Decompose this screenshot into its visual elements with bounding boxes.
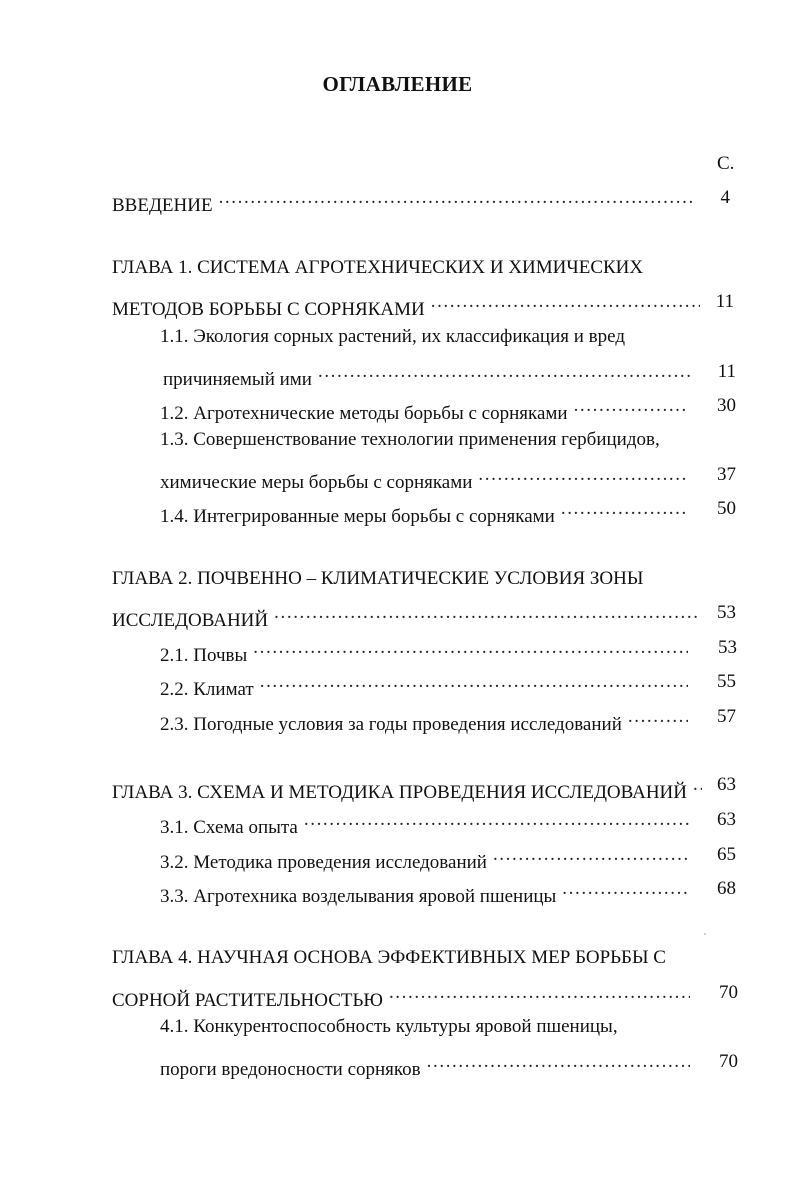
dot-leader xyxy=(253,635,688,661)
toc-entry-text: 2.2. Климат xyxy=(160,679,254,700)
toc-entry-text: 3.2. Методика проведения исследований xyxy=(160,852,487,873)
toc-entry-text: причиняемый ими xyxy=(163,369,312,390)
toc-entry-text: ИССЛЕДОВАНИЙ xyxy=(112,610,269,631)
toc-chapter-4-heading[interactable]: ГЛАВА 4. НАУЧНАЯ ОСНОВА ЭФФЕКТИВНЫХ МЕР БОРЬБЫ С xyxy=(112,947,666,968)
toc-section-1-2[interactable] xyxy=(160,393,692,424)
dot-leader xyxy=(427,1049,690,1075)
toc-section-1-1-heading[interactable]: 1.1. Экология сорных растений, их классификация и вред xyxy=(160,326,625,347)
toc-section-4-1-entry[interactable] xyxy=(160,1049,694,1080)
toc-section-3-1[interactable] xyxy=(160,807,694,838)
toc-chapter-2-entry[interactable] xyxy=(112,600,704,631)
toc-entry-intro[interactable] xyxy=(112,185,700,216)
toc-section-2-3[interactable] xyxy=(160,704,692,735)
toc-entry-page: 70 xyxy=(719,1051,738,1072)
toc-section-3-3[interactable] xyxy=(160,876,694,907)
toc-entry-page: 70 xyxy=(719,982,738,1003)
toc-chapter-1-heading[interactable]: ГЛАВА 1. СИСТЕМА АГРОТЕХНИЧЕСКИХ И ХИМИЧЕСКИХ xyxy=(112,257,644,278)
dot-leader xyxy=(562,876,690,902)
toc-section-2-1[interactable] xyxy=(160,635,692,666)
toc-entry-text: СОРНОЙ РАСТИТЕЛЬНОСТЬЮ xyxy=(112,990,383,1011)
toc-section-1-3-entry[interactable] xyxy=(160,462,692,493)
toc-entry-page: 30 xyxy=(717,395,736,416)
dot-leader xyxy=(274,600,700,626)
dot-leader xyxy=(318,359,690,385)
toc-chapter-1-entry[interactable] xyxy=(112,289,704,320)
toc-entry-page: 53 xyxy=(717,602,736,623)
toc-chapter-4-entry[interactable] xyxy=(112,980,694,1011)
toc-entry-page: 37 xyxy=(717,464,736,485)
toc-section-1-4[interactable] xyxy=(160,496,692,527)
toc-chapter-2-heading[interactable]: ГЛАВА 2. ПОЧВЕННО – КЛИМАТИЧЕСКИЕ УСЛОВИЯ ЗОНЫ xyxy=(112,568,644,589)
toc-title: ОГЛАВЛЕНИЕ xyxy=(322,72,473,96)
dot-leader xyxy=(478,462,688,488)
dot-leader xyxy=(574,393,688,419)
dot-leader xyxy=(389,980,690,1006)
toc-entry-page: 57 xyxy=(717,706,736,727)
toc-entry-text: 3.3. Агротехника возделывания яровой пшеницы xyxy=(160,886,557,907)
toc-entry-page: 50 xyxy=(717,498,736,519)
dot-leader xyxy=(219,185,696,211)
toc-entry-text: 1.2. Агротехнические методы борьбы с сорняками xyxy=(160,403,568,424)
toc-entry-text: ВВЕДЕНИЕ xyxy=(112,195,213,216)
dot-leader xyxy=(260,669,688,695)
toc-entry-page: 11 xyxy=(717,361,736,382)
toc-entry-page: 63 xyxy=(717,809,736,830)
toc-entry-text: 2.1. Почвы xyxy=(160,645,248,666)
toc-entry-text: 1.4. Интегрированные меры борьбы с сорняками xyxy=(160,506,555,527)
toc-entry-text: ГЛАВА 3. СХЕМА И МЕТОДИКА ПРОВЕДЕНИЯ ИССЛЕДОВАНИЙ xyxy=(112,782,687,803)
toc-entry-text: 2.3. Погодные условия за годы проведения исследований xyxy=(160,714,622,735)
dot-leader xyxy=(304,807,690,833)
toc-section-4-1-heading[interactable]: 4.1. Конкурентоспособность культуры яровой пшеницы, xyxy=(160,1016,618,1037)
toc-entry-page: 11 xyxy=(715,291,734,312)
toc-chapter-3[interactable] xyxy=(112,772,706,803)
toc-section-1-1-entry[interactable] xyxy=(163,359,694,390)
toc-entry-page: 65 xyxy=(717,844,736,865)
toc-entry-page: 63 xyxy=(717,774,736,795)
dot-leader xyxy=(431,289,700,315)
toc-entry-text: МЕТОДОВ БОРЬБЫ С СОРНЯКАМИ xyxy=(112,299,425,320)
dot-leader xyxy=(493,842,690,868)
toc-entry-text: химические меры борьбы с сорняками xyxy=(160,472,473,493)
toc-entry-page: 68 xyxy=(717,878,736,899)
page-column-label: С. xyxy=(717,153,735,174)
toc-section-3-2[interactable] xyxy=(160,842,694,873)
toc-section-1-3-heading[interactable]: 1.3. Совершенствование технологии применения гербицидов, xyxy=(160,429,660,450)
dot-leader xyxy=(628,704,688,730)
toc-entry-page: 53 xyxy=(718,637,737,658)
toc-entry-page: 4 xyxy=(720,187,730,208)
toc-entry-text: пороги вредоносности сорняков xyxy=(160,1059,421,1080)
toc-section-2-2[interactable] xyxy=(160,669,692,700)
toc-entry-page: 55 xyxy=(717,671,736,692)
scan-speck xyxy=(704,933,706,935)
dot-leader xyxy=(561,496,688,522)
toc-entry-text: 3.1. Схема опыта xyxy=(160,817,298,838)
